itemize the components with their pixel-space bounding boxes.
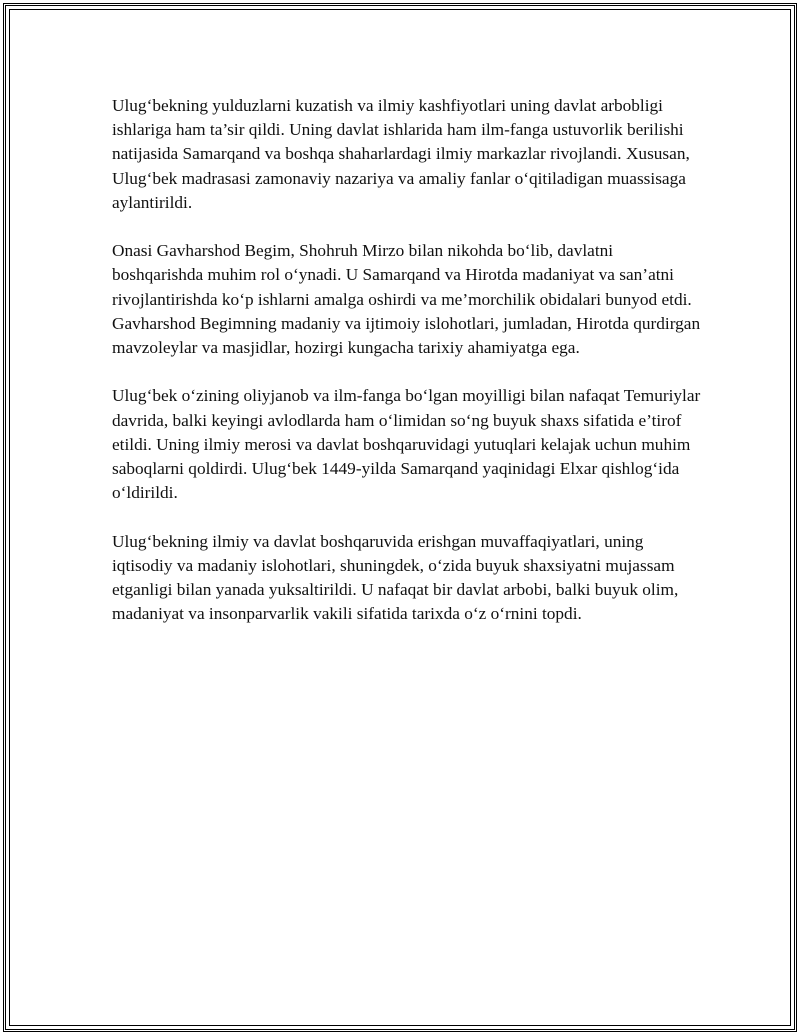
paragraph: Ulug‘bek o‘zining oliyjanob va ilm-fanga bo‘lgan moyilligi bilan nafaqat Temuriylar davrida, balki keyingi avlodlarda ham o‘limidan so‘ng buyuk shaxs sifatida e’tirof etildi. Uning ilmiy merosi va davlat boshqaruvidagi yutuqlari kelajak uchun muhim saboqlarni qoldirdi. Ulug‘bek 1449-yilda Samarqand yaqinidagi Elxar qishlog‘ida o‘ldirildi. xyxy=(112,386,701,503)
paragraph: Onasi Gavharshod Begim, Shohruh Mirzo bilan nikohda bo‘lib, davlatni boshqarishda muhim rol o‘ynadi. U Samarqand va Hirotda madaniyat va san’atni rivojlantirishda ko‘p ishlarni amalga oshirdi va me’morchilik obidalari bunyod etdi. Gavharshod Begimning madaniy va ijtimoiy islohotlari, jumladan, Hirotda qurdirgan mavzoleylar va masjidlar, hozirgi kungacha tarixiy ahamiyatga ega. xyxy=(112,241,701,358)
paragraph: Ulug‘bekning ilmiy va davlat boshqaruvida erishgan muvaffaqiyatlari, uning iqtisodiy va madaniy islohotlari, shuningdek, o‘zida buyuk shaxsiyatni mujassam etganligi bilan yanada yuksaltirildi. U nafaqat bir davlat arbobi, balki buyuk olim, madaniyat va insonparvarlik vakili sifatida tarixda o‘z o‘rnini topdi. xyxy=(112,531,679,624)
paragraph: Ulug‘bekning yulduzlarni kuzatish va ilmiy kashfiyotlari uning davlat arbobligi ishlariga ham ta’sir qildi. Uning davlat ishlarida ham ilm-fanga ustuvorlik berilishi natijasida Samarqand va boshqa shaharlardagi ilmiy markazlar rivojlandi. Xususan, Ulug‘bek madrasasi zamonaviy nazariya va amaliy fanlar o‘qitiladigan muassisaga aylantirildi. xyxy=(112,96,690,212)
document-body xyxy=(112,94,702,651)
